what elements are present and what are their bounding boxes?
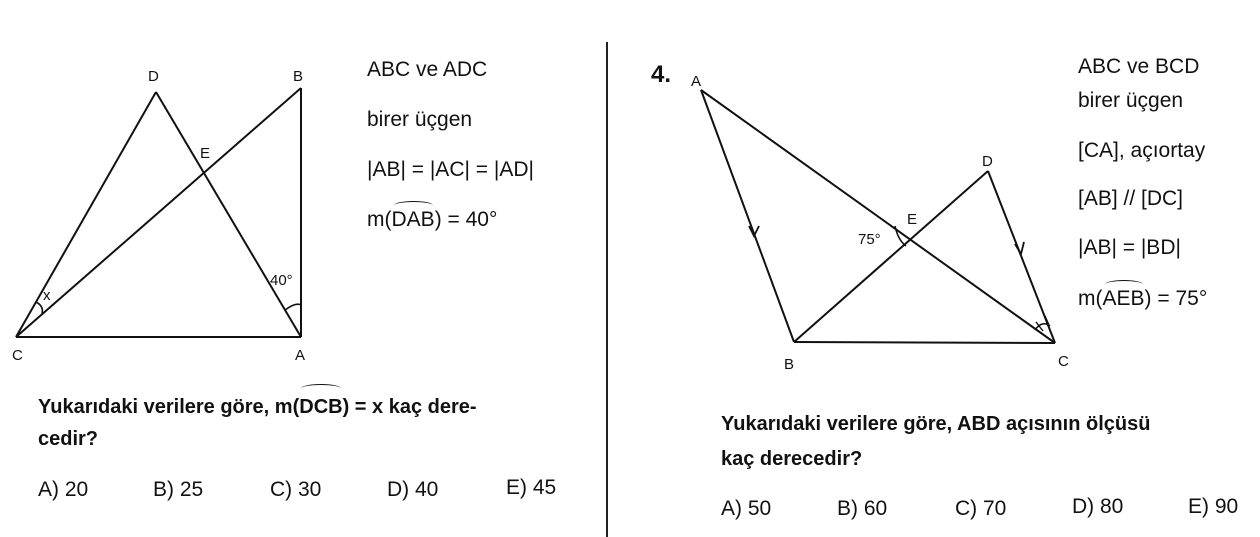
given-line-5: |AB| = |BD| bbox=[1078, 236, 1181, 259]
choice-a[interactable]: A) 20 bbox=[38, 478, 89, 501]
given-line-2: birer üçgen bbox=[367, 108, 473, 131]
vertex-label-B: B bbox=[293, 68, 304, 85]
given-line-6 bbox=[1078, 287, 1207, 311]
choice-b[interactable]: B) 25 bbox=[153, 478, 204, 501]
segment-CD bbox=[16, 92, 156, 337]
choice-d[interactable]: D) 40 bbox=[387, 478, 439, 501]
problem4-labels bbox=[691, 73, 1069, 373]
given-line-1: ABC ve ADC bbox=[367, 58, 488, 81]
segment-DA bbox=[156, 92, 301, 337]
segment-BD bbox=[794, 171, 988, 342]
vertex-label-A: A bbox=[295, 347, 306, 364]
problem3-figure bbox=[16, 88, 301, 337]
given-line-4 bbox=[367, 208, 497, 232]
angle-label-75: 75° bbox=[858, 231, 881, 248]
vertex-label-A: A bbox=[691, 73, 702, 90]
question-line-1 bbox=[38, 391, 477, 423]
question-line-1: Yukarıdaki verilere göre, ABD açısının ölçüsü bbox=[721, 413, 1151, 435]
vertex-label-C: C bbox=[12, 347, 23, 364]
choice-c[interactable]: C) 70 bbox=[955, 497, 1007, 520]
given-prefix: m( bbox=[1078, 287, 1103, 310]
question-number: 4. bbox=[651, 61, 672, 88]
choice-d[interactable]: D) 80 bbox=[1072, 495, 1124, 518]
segment-CB bbox=[16, 88, 301, 337]
vertex-label-B: B bbox=[784, 356, 795, 373]
vertex-label-D: D bbox=[982, 153, 993, 170]
choice-e[interactable]: E) 90 bbox=[1188, 495, 1239, 518]
angle-with-hat: AEB bbox=[1102, 287, 1145, 310]
angle-arc-x bbox=[36, 302, 42, 314]
angle-arc-40 bbox=[285, 304, 301, 310]
choice-b[interactable]: B) 60 bbox=[837, 497, 888, 520]
question-text-end: ) = x kaç dere- bbox=[342, 396, 477, 418]
question-line-2: kaç derecedir? bbox=[721, 448, 863, 470]
segment-AC bbox=[701, 90, 1055, 343]
question-line-2: cedir? bbox=[38, 428, 99, 450]
problem3-labels bbox=[12, 68, 305, 364]
choice-c[interactable]: C) 30 bbox=[270, 478, 322, 501]
vertex-label-E: E bbox=[200, 145, 211, 162]
angle-with-hat: DAB bbox=[391, 208, 435, 231]
vertex-label-D: D bbox=[148, 68, 159, 85]
given-prefix: m( bbox=[367, 208, 392, 231]
given-suffix: ) = 40° bbox=[434, 208, 498, 231]
segment-AB bbox=[701, 90, 794, 342]
given-line-3: |AB| = |AC| = |AD| bbox=[367, 158, 534, 181]
given-line-3: [CA], açıortay bbox=[1078, 139, 1206, 162]
given-suffix: ) = 75° bbox=[1144, 287, 1208, 310]
angle-with-hat: DCB bbox=[299, 391, 342, 423]
angle-label-40: 40° bbox=[270, 272, 293, 289]
question-text: Yukarıdaki verilere göre, m( bbox=[38, 396, 300, 418]
segment-BC bbox=[794, 342, 1055, 343]
given-line-1: ABC ve BCD bbox=[1078, 55, 1200, 78]
vertex-label-E: E bbox=[907, 211, 918, 228]
given-line-2: birer üçgen bbox=[1078, 89, 1184, 112]
choice-a[interactable]: A) 50 bbox=[721, 497, 772, 520]
column-divider bbox=[606, 42, 608, 537]
angle-label-x: x bbox=[43, 287, 51, 304]
given-line-4: [AB] // [DC] bbox=[1078, 187, 1184, 210]
problem4-figure bbox=[701, 90, 1055, 343]
choice-e[interactable]: E) 45 bbox=[506, 476, 557, 499]
vertex-label-C: C bbox=[1058, 353, 1069, 370]
